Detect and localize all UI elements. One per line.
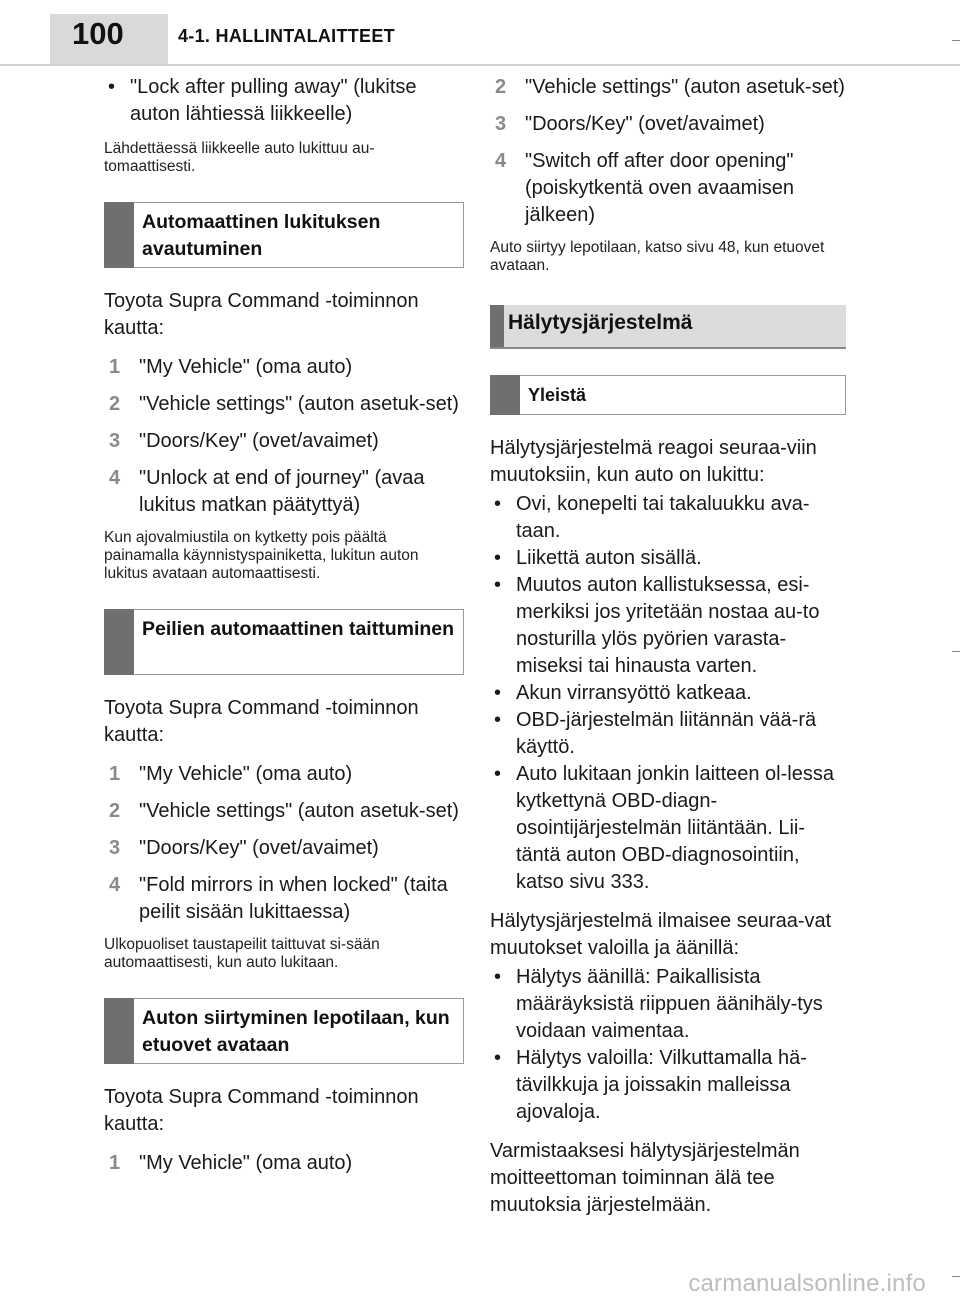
unlock-steps	[104, 354, 464, 519]
step-item	[104, 465, 464, 519]
step-item	[104, 761, 464, 788]
signal-item: • Hälytys äänillä: Paikallisista määräyksistä riippuen äänihäly-tys voidaan vaimentaa.	[490, 964, 846, 1045]
lock-option-list	[104, 74, 464, 128]
step-text: "Doors/Key" (ovet/avaimet)	[525, 113, 765, 135]
step-text: "Doors/Key" (ovet/avaimet)	[139, 837, 379, 859]
step-item	[490, 111, 846, 138]
step-number: 4	[495, 150, 507, 172]
step-item	[490, 148, 846, 229]
step-text: "Vehicle settings" (auton asetuk-set)	[139, 393, 459, 415]
lock-note: Lähdettäessä liikkeelle auto lukittuu au-tomaattisesti.	[104, 140, 375, 175]
step-item	[104, 798, 464, 825]
step-number: 3	[495, 113, 507, 135]
subheading-bar	[104, 998, 134, 1064]
subheading-standby	[104, 998, 464, 1064]
header-rule	[0, 64, 960, 66]
right-column	[490, 74, 846, 1231]
standby-steps-continued	[490, 74, 846, 229]
step-text: "Vehicle settings" (auton asetuk-set)	[525, 76, 845, 98]
step-text: "Doors/Key" (ovet/avaimet)	[139, 430, 379, 452]
step-text: "My Vehicle" (oma auto)	[139, 763, 353, 785]
alarm-trigger-list	[490, 491, 846, 896]
step-number: 1	[109, 763, 121, 785]
alarm-trigger-item: • Akun virransyöttö katkeaa.	[490, 680, 846, 707]
step-text: "Unlock at end of journey" (avaa lukitus matkan päätyttyä)	[139, 467, 425, 516]
unlock-note: Kun ajovalmiustila on kytketty pois päältä painamalla käynnistyspainiketta, lukitun auton lukitus avataan automaattisesti.	[104, 529, 419, 582]
step-item	[104, 391, 464, 418]
alarm-trigger-item: • Auto lukitaan jonkin laitteen ol-lessa kytkettynä OBD-diagn-osointijärjestelmän liitäntään. Lii-täntä auton OBD-diagnosointiin, katso sivu 333.	[490, 761, 846, 896]
step-item	[490, 74, 846, 101]
subheading-mirror-fold	[104, 609, 464, 675]
subheading-text: Auton siirtyminen lepotilaan, kun etuovet avataan	[142, 1007, 450, 1056]
subheading-text: Peilien automaattinen taittuminen	[142, 618, 455, 640]
step-number: 3	[109, 430, 121, 452]
crop-mark	[952, 1276, 960, 1277]
subheading-general	[490, 375, 846, 415]
mirrors-steps	[104, 761, 464, 926]
step-text: "Vehicle settings" (auton asetuk-set)	[139, 800, 459, 822]
mirrors-note: Ulkopuoliset taustapeilit taittuvat si-sään automaattisesti, kun auto lukitaan.	[104, 936, 380, 971]
signal-item: • Hälytys valoilla: Vilkuttamalla hä-tävilkkuja ja joissakin malleissa ajovaloja.	[490, 1045, 846, 1126]
heading-bar	[490, 305, 504, 347]
subheading-bar	[490, 375, 520, 415]
step-text: "Fold mirrors in when locked" (taita peilit sisään lukittaessa)	[139, 874, 448, 923]
step-number: 2	[495, 76, 507, 98]
alarm-trigger-item: • OBD-järjestelmän liitännän vää-rä käyttö.	[490, 707, 846, 761]
step-number: 3	[109, 837, 121, 859]
standby-intro: Toyota Supra Command -toiminnon kautta:	[104, 1086, 419, 1135]
standby-steps	[104, 1150, 464, 1177]
step-number: 4	[109, 874, 121, 896]
step-number: 2	[109, 800, 121, 822]
step-text: "My Vehicle" (oma auto)	[139, 356, 353, 378]
alarm-trigger-item: • Liikettä auton sisällä.	[490, 545, 846, 572]
step-text: "Switch off after door opening" (poiskytkentä oven avaamisen jälkeen)	[525, 150, 795, 226]
step-item	[104, 872, 464, 926]
step-number: 2	[109, 393, 121, 415]
heading-alarm-system	[490, 305, 846, 349]
mirrors-intro: Toyota Supra Command -toiminnon kautta:	[104, 697, 419, 746]
step-item	[104, 1150, 464, 1177]
signal-list	[490, 964, 846, 1126]
subheading-bar	[104, 202, 134, 268]
step-item	[104, 354, 464, 381]
step-item	[104, 835, 464, 862]
heading-text: Hälytysjärjestelmä	[508, 311, 693, 334]
step-number: 4	[109, 467, 121, 489]
step-number: 1	[109, 1152, 121, 1174]
subheading-text: Automaattinen lukituksen avautuminen	[142, 211, 381, 260]
left-column	[104, 74, 464, 1187]
subheading-auto-unlock	[104, 202, 464, 268]
step-text: "My Vehicle" (oma auto)	[139, 1152, 353, 1174]
signals-intro: Hälytysjärjestelmä ilmaisee seuraa-vat muutokset valoilla ja äänillä:	[490, 910, 832, 959]
page-number: 100	[72, 16, 124, 51]
alarm-trigger-item: • Ovi, konepelti tai takaluukku ava-taan.	[490, 491, 846, 545]
unlock-intro: Toyota Supra Command -toiminnon kautta:	[104, 290, 419, 339]
crop-mark	[952, 40, 960, 41]
standby-note: Auto siirtyy lepotilaan, katso sivu 48, kun etuovet avataan.	[490, 239, 825, 274]
closing-paragraph: Varmistaaksesi hälytysjärjestelmän moitteettoman toiminnan älä tee muutoksia järjestelmään.	[490, 1140, 800, 1216]
watermark: carmanualsonline.info	[688, 1270, 926, 1297]
page-header	[0, 0, 960, 72]
lock-option-item: • "Lock after pulling away" (lukitse auton lähtiessä liikkeelle)	[104, 74, 464, 128]
section-title: 4-1. HALLINTALAITTEET	[178, 26, 395, 46]
subheading-bar	[104, 609, 134, 675]
alarm-trigger-item: • Muutos auton kallistuksessa, esi-merkiksi jos yritetään nostaa au-to nosturilla ylös pyörien varasta-miseksi tai hinausta varten.	[490, 572, 846, 680]
step-number: 1	[109, 356, 121, 378]
alarm-intro: Hälytysjärjestelmä reagoi seuraa-viin muutoksiin, kun auto on lukittu:	[490, 437, 817, 486]
crop-mark	[952, 651, 960, 652]
subheading-text: Yleistä	[528, 385, 587, 405]
step-item	[104, 428, 464, 455]
